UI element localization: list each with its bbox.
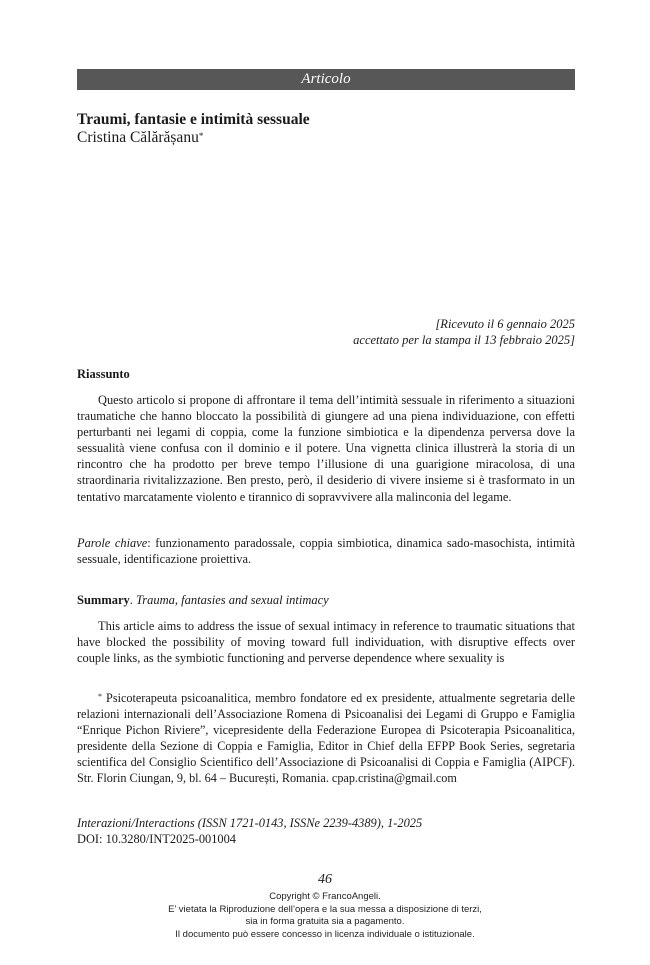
copyright-line-2: E’ vietata la Riproduzione dell’opera e la sua messa a disposizione di terzi, bbox=[168, 903, 482, 915]
author-footnote-mark[interactable]: * bbox=[198, 131, 204, 141]
author-name: Cristina Călărășanu bbox=[77, 129, 199, 146]
footnote bbox=[77, 690, 575, 787]
footnote-text: Psicoterapeuta psicoanalitica, membro fondatore ed ex presidente, attualmente segretaria delle relazioni internazionali dell’Associazione Romena di Psicoanalisi dei Legami di Gruppo e Famiglia “Enrique Pichon Riviere”, vicepresidente della Federazione Europea di Psicoterapia Psicoanalitica, presidente della Sezione di Coppia e Famiglia, Editor in Chief della EFPP Book Series, segretaria scientifica del Consiglio Scientifico dell’Associazione di Psicoanalisi di Coppia e Famiglia (AIPCF). Str. Florin Ciungan, 9, bl. 64 – București, Romania. cpap.cristina@gmail.com bbox=[77, 691, 575, 786]
keywords-label: Parole chiave bbox=[77, 536, 148, 550]
copyright-line-1: Copyright © FrancoAngeli. bbox=[269, 891, 381, 902]
copyright-line-3: sia in forma gratuita sia a pagamento. bbox=[245, 916, 405, 927]
article-title: Traumi, fantasie e intimità sessuale bbox=[77, 111, 310, 128]
accepted-date: accettato per la stampa il 13 febbraio 2025] bbox=[353, 333, 575, 347]
summary-subtitle: Trauma, fantasies and sexual intimacy bbox=[136, 593, 329, 607]
summary-label: Summary bbox=[77, 593, 130, 607]
keywords-text: : funzionamento paradossale, coppia simbiotica, dinamica sado-masochista, intimità sessuale, identificazione proiettiva. bbox=[77, 536, 575, 567]
received-dates bbox=[175, 316, 575, 348]
section-label: Articolo bbox=[301, 71, 351, 87]
section-banner bbox=[77, 69, 575, 90]
journal-info bbox=[77, 815, 422, 847]
copyright-notice bbox=[0, 891, 650, 941]
article-author bbox=[77, 129, 203, 147]
riassunto-heading: Riassunto bbox=[77, 367, 130, 381]
page-number: 46 bbox=[318, 872, 332, 887]
footnote-mark: * bbox=[98, 692, 102, 701]
received-date: [Ricevuto il 6 gennaio 2025 bbox=[435, 317, 575, 331]
summary-text: This article aims to address the issue of sexual intimacy in reference to traumatic situations that have blocked the possibility of moving toward full individuation, with disruptive effects over couple links, as the symbiotic functioning and perverse dependence where sexuality is bbox=[77, 619, 575, 666]
riassunto-text: Questo articolo si propone di affrontare il tema dell’intimità sessuale in riferimento a situazioni traumatiche che hanno bloccato la possibilità di giungere ad una piena individuazione, con effetti perturbanti nei legami di coppia, come la funzione simbiotica e la dipendenza perversa dove la sessualità viene confusa con il dominio e il potere. Una vignetta clinica illustrerà la storia di un rincontro che ha prodotto per breve tempo l’illusione di una guarigione miracolosa, di una straordinaria rivitalizzazione. Ben presto, però, il desiderio di vivere insieme si è trasformato in un tentativo marcatamente violento e tirannico di sopravvivere alla malinconia del legame. bbox=[77, 393, 575, 504]
copyright-line-4: Il documento può essere concesso in licenza individuale o istituzionale. bbox=[175, 928, 475, 940]
summary-heading bbox=[77, 592, 329, 608]
journal-doi[interactable]: DOI: 10.3280/INT2025-001004 bbox=[77, 832, 236, 846]
summary-separator: . bbox=[129, 593, 137, 607]
keywords bbox=[77, 535, 575, 567]
journal-citation: Interazioni/Interactions (ISSN 1721-0143, ISSNe 2239-4389), 1-2025 bbox=[77, 816, 423, 830]
